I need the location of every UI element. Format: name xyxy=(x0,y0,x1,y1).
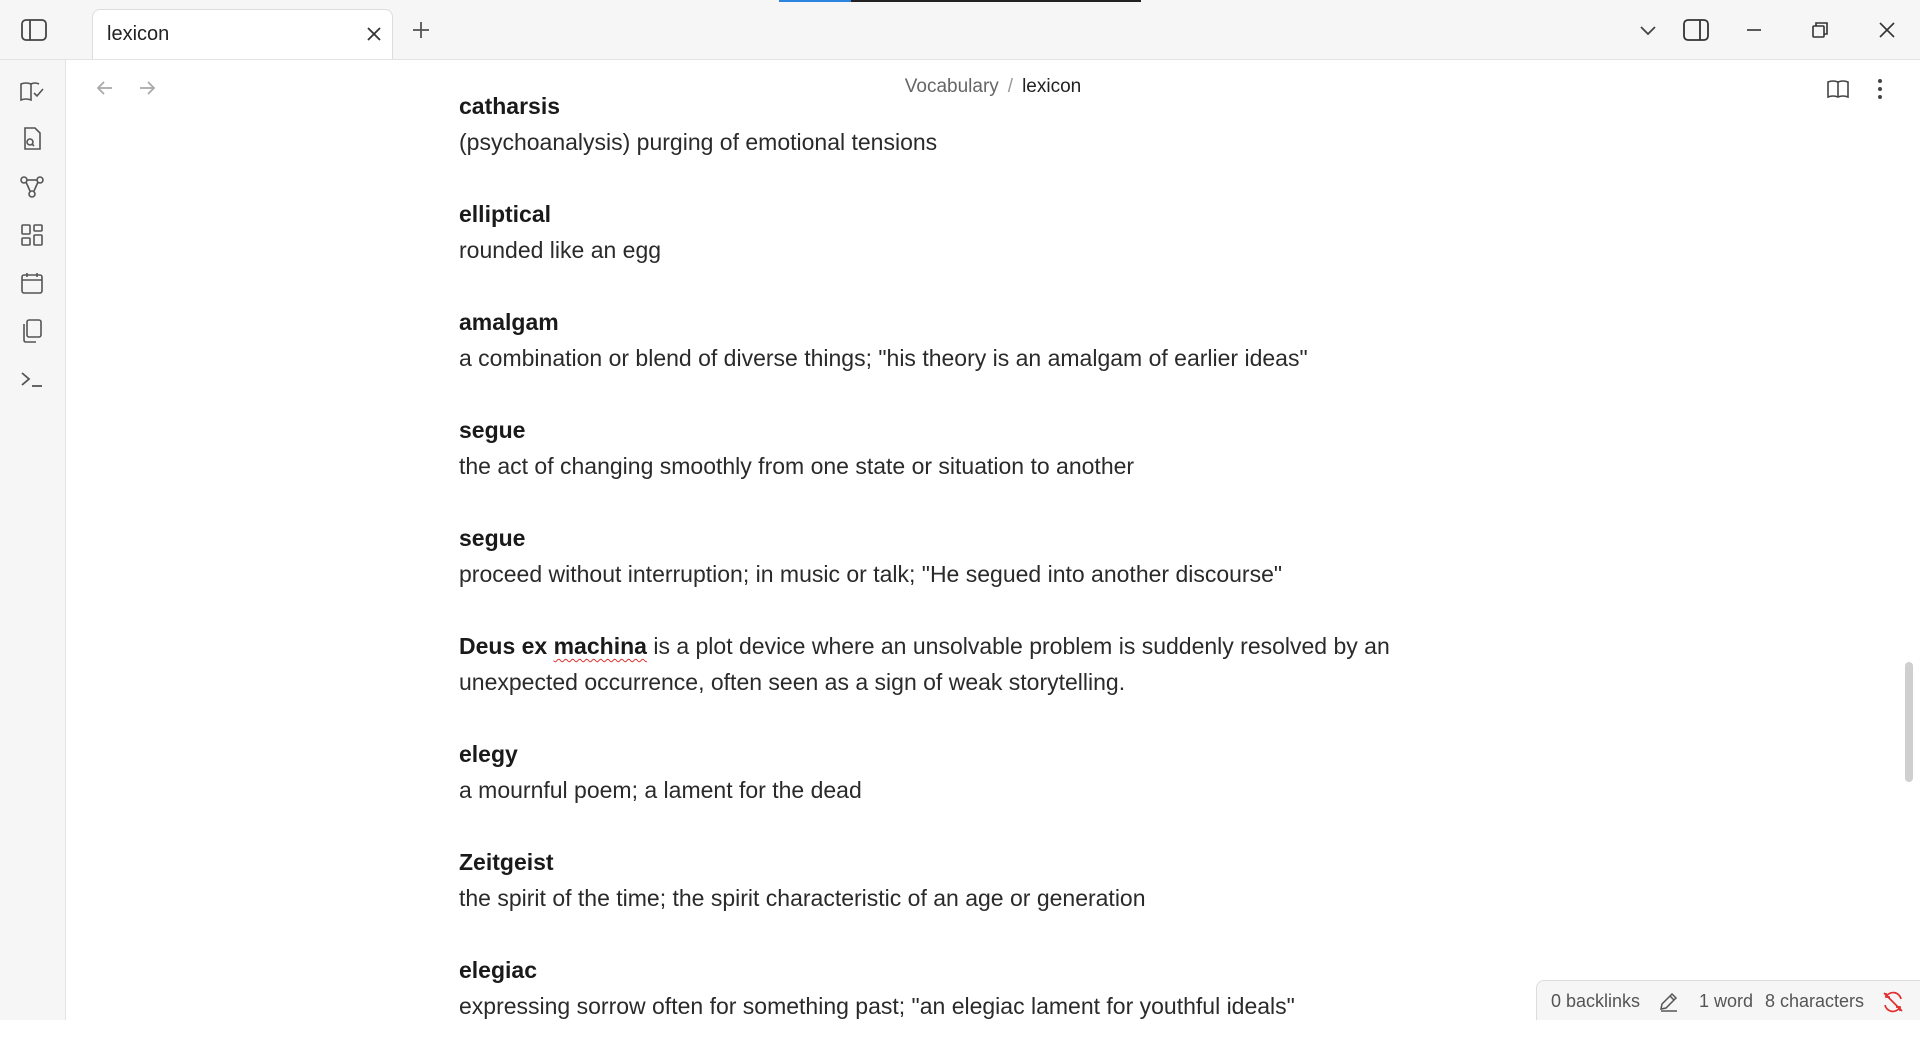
close-icon[interactable] xyxy=(362,22,386,46)
left-ribbon xyxy=(0,60,66,1020)
entry-term: catharsis xyxy=(459,93,561,119)
vocab-entry xyxy=(459,304,1459,376)
open-quick-switcher-icon[interactable] xyxy=(17,76,47,106)
entry-term: elegy xyxy=(459,741,518,767)
tab-title: lexicon xyxy=(107,23,170,45)
entry-term: segue xyxy=(459,417,526,443)
new-tab-icon[interactable] xyxy=(408,17,434,43)
entry-definition: the act of changing smoothly from one state or situation to another xyxy=(459,453,1135,479)
paragraph-text-cont: unexpected occurrence, often seen as a sign of weak storytelling. xyxy=(459,669,1126,695)
vocab-entry xyxy=(459,520,1459,592)
right-sidebar-toggle-icon[interactable] xyxy=(1682,16,1710,44)
close-window-icon[interactable] xyxy=(1874,17,1900,43)
sync-error-icon[interactable] xyxy=(1881,990,1905,1014)
misspelled-word[interactable]: machina xyxy=(553,633,647,659)
reading-view-icon[interactable] xyxy=(1824,75,1852,103)
loading-track xyxy=(851,0,1141,2)
vocab-entry xyxy=(459,88,1459,160)
entry-definition: a combination or blend of diverse things; "his theory is an amalgam of earlier ideas" xyxy=(459,345,1308,371)
entry-definition: expressing sorrow often for something past; "an elegiac lament for youthful ideals" xyxy=(459,993,1295,1019)
entry-term: segue xyxy=(459,525,526,551)
entry-definition: the spirit of the time; the spirit characteristic of an age or generation xyxy=(459,885,1146,911)
minimize-icon[interactable] xyxy=(1742,18,1766,42)
entry-definition: proceed without interruption; in music or talk; "He segued into another discourse" xyxy=(459,561,1283,587)
chevron-down-icon[interactable] xyxy=(1636,18,1660,42)
status-bar xyxy=(1536,980,1920,1020)
tab-lexicon[interactable] xyxy=(92,9,393,59)
templates-icon[interactable] xyxy=(17,316,47,346)
breadcrumb-folder[interactable]: Vocabulary xyxy=(904,76,999,97)
terminal-icon[interactable] xyxy=(17,364,47,394)
new-note-icon[interactable] xyxy=(17,124,47,154)
daily-note-icon[interactable] xyxy=(17,268,47,298)
entry-definition: a mournful poem; a lament for the dead xyxy=(459,777,862,803)
vocab-entry xyxy=(459,736,1459,808)
title-bar xyxy=(0,0,1920,60)
backlinks-count[interactable]: 0 backlinks xyxy=(1551,991,1641,1011)
paragraph-term xyxy=(459,633,647,659)
loading-indicator xyxy=(779,0,851,2)
entry-term: amalgam xyxy=(459,309,559,335)
entry-term: elegiac xyxy=(459,957,537,983)
entry-definition: (psychoanalysis) purging of emotional tensions xyxy=(459,129,938,155)
edit-mode-icon[interactable] xyxy=(1657,991,1679,1013)
paragraph-text: is a plot device where an unsolvable problem is suddenly resolved by an xyxy=(646,633,1390,659)
word-count: 1 word xyxy=(1699,991,1754,1011)
breadcrumb-separator: / xyxy=(1007,76,1014,97)
vocab-entry xyxy=(459,952,1459,1024)
entry-definition: rounded like an egg xyxy=(459,237,662,263)
vocab-entry xyxy=(459,412,1459,484)
scrollbar-thumb[interactable] xyxy=(1905,662,1913,782)
canvas-icon[interactable] xyxy=(17,220,47,250)
breadcrumb-current-note[interactable]: lexicon xyxy=(1022,76,1082,97)
entry-term: Zeitgeist xyxy=(459,849,554,875)
vocab-entry xyxy=(459,844,1459,916)
more-options-icon[interactable] xyxy=(1866,75,1894,103)
note-content[interactable] xyxy=(459,93,1459,1060)
paragraph-term-part: Deus ex xyxy=(459,633,548,659)
graph-view-icon[interactable] xyxy=(17,172,47,202)
restore-icon[interactable] xyxy=(1808,18,1832,42)
vocab-entry xyxy=(459,196,1459,268)
paragraph xyxy=(459,628,1459,700)
character-count: 8 characters xyxy=(1765,991,1865,1011)
sidebar-toggle-icon[interactable] xyxy=(18,15,50,45)
editor[interactable] xyxy=(66,93,1904,1020)
entry-term: elliptical xyxy=(459,201,552,227)
